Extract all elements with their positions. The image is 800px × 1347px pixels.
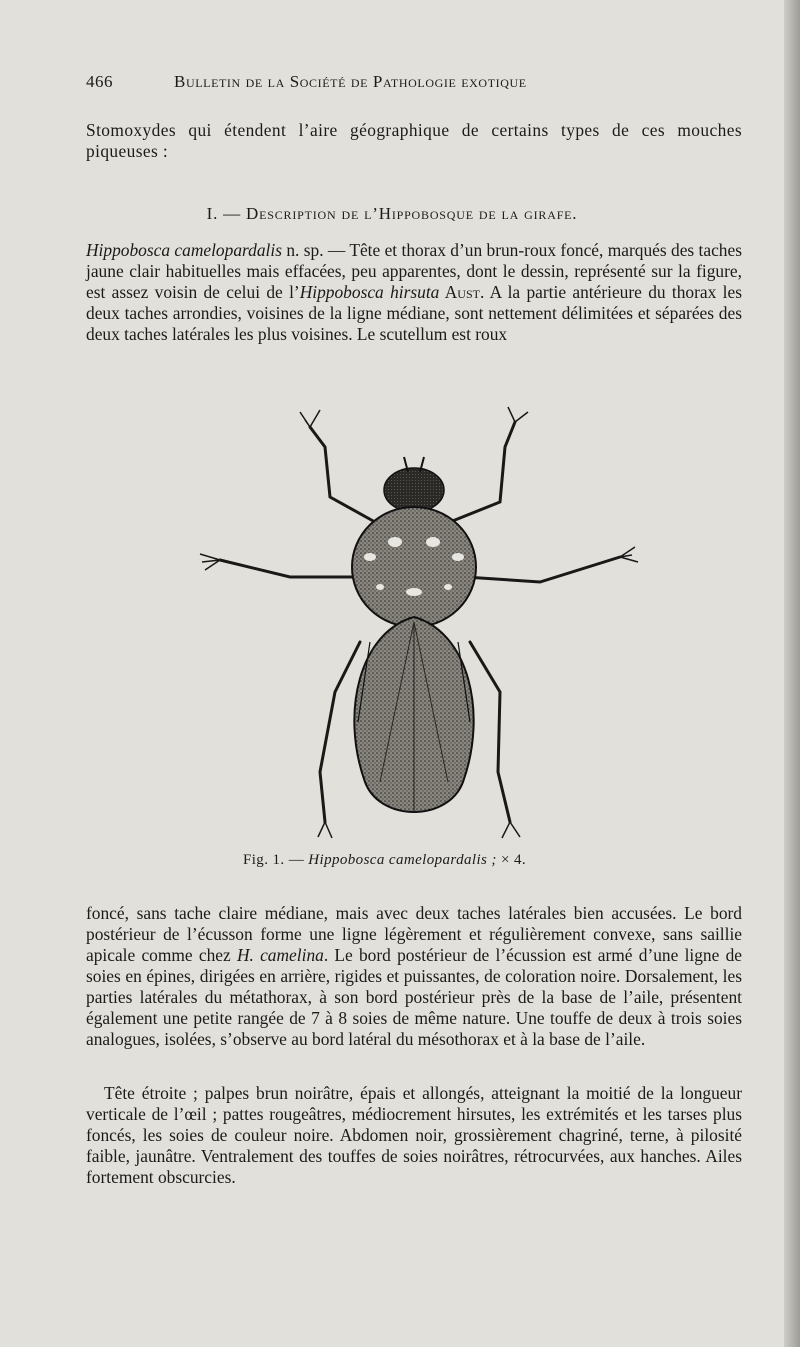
page-edge (784, 0, 800, 1347)
caption-species: Hippobosca camelopardalis ; (308, 852, 497, 868)
description-text-b: . A la partie antérieure du thorax les deux taches arrondies, voisines de la ligne médiane, sont nettement délimitées et séparées des deux taches latérales les plus voisines. Le scutellum est roux (86, 282, 742, 344)
caption-label: Fig. 1. — (243, 852, 309, 868)
intro-paragraph: Stomoxydes qui étendent l’aire géographique de certains types de ces mouches piqueuses : (86, 120, 742, 161)
species-author: Aust (439, 282, 480, 302)
final-paragraph: Tête étroite ; palpes brun noirâtre, épais et allongés, atteignant la moitié de la longueur verticale de l’œil ; pattes rougeâtres, médiocrement hirsutes, les extrémités et les tarses plus foncés, les soies de couleur noire. Abdomen noir, grossièrement chagriné, terne, à pilosité faible, jaunâtre. Ventralement des touffes de soies noirâtres, rétrocurvées, aux hanches. Ailes fortement obscurcies. (86, 1083, 742, 1187)
continuation-paragraph (86, 903, 742, 1050)
continuation-species: H. camelina (236, 945, 324, 965)
description-text-a: n. sp. — Tête et thorax d’un brun-roux foncé, marqués des taches jaune clair habituelles mais effacées, peu apparentes, dont le dessin, représenté sur la figure, est assez voisin de celui de (86, 240, 742, 302)
page-number: 466 (86, 72, 113, 91)
species-name: Hippobosca camelopardalis (86, 240, 282, 260)
description-paragraph (86, 240, 742, 345)
caption-scale: × 4. (496, 852, 527, 868)
continuation-text-a: foncé, sans tache claire médiane, mais avec deux taches latérales bien accusées. Le bord postérieur de l’écusson forme une ligne légèrement et régulièrement convexe, sans saillie apicale comme chez (86, 903, 742, 965)
running-title: Bulletin de la Société de Pathologie exotique (174, 72, 527, 91)
continuation-text-b: . Le bord postérieur de l’écussion est armé d’une ligne de soies en épines, dirigées en arrière, rigides et puissantes, de coloration noire. Dorsalement, les parties latérales du métathorax, à son bord postérieur près de la base de l’aile, présentent également une petite rangée de 7 à 8 soies de même nature. Une touffe de deux à trois soies analogues, isolées, s’observe au bord latéral du mésothorax et à la base de l’aile. (86, 945, 742, 1049)
section-heading: I. — Description de l’Hippobosque de la girafe. (206, 204, 578, 223)
description-article: l’ (289, 282, 300, 302)
page-header (86, 72, 741, 96)
hippobosca-illustration (180, 392, 650, 847)
figure-caption (243, 852, 526, 869)
reference-species: Hippobosca hirsuta (299, 282, 440, 302)
